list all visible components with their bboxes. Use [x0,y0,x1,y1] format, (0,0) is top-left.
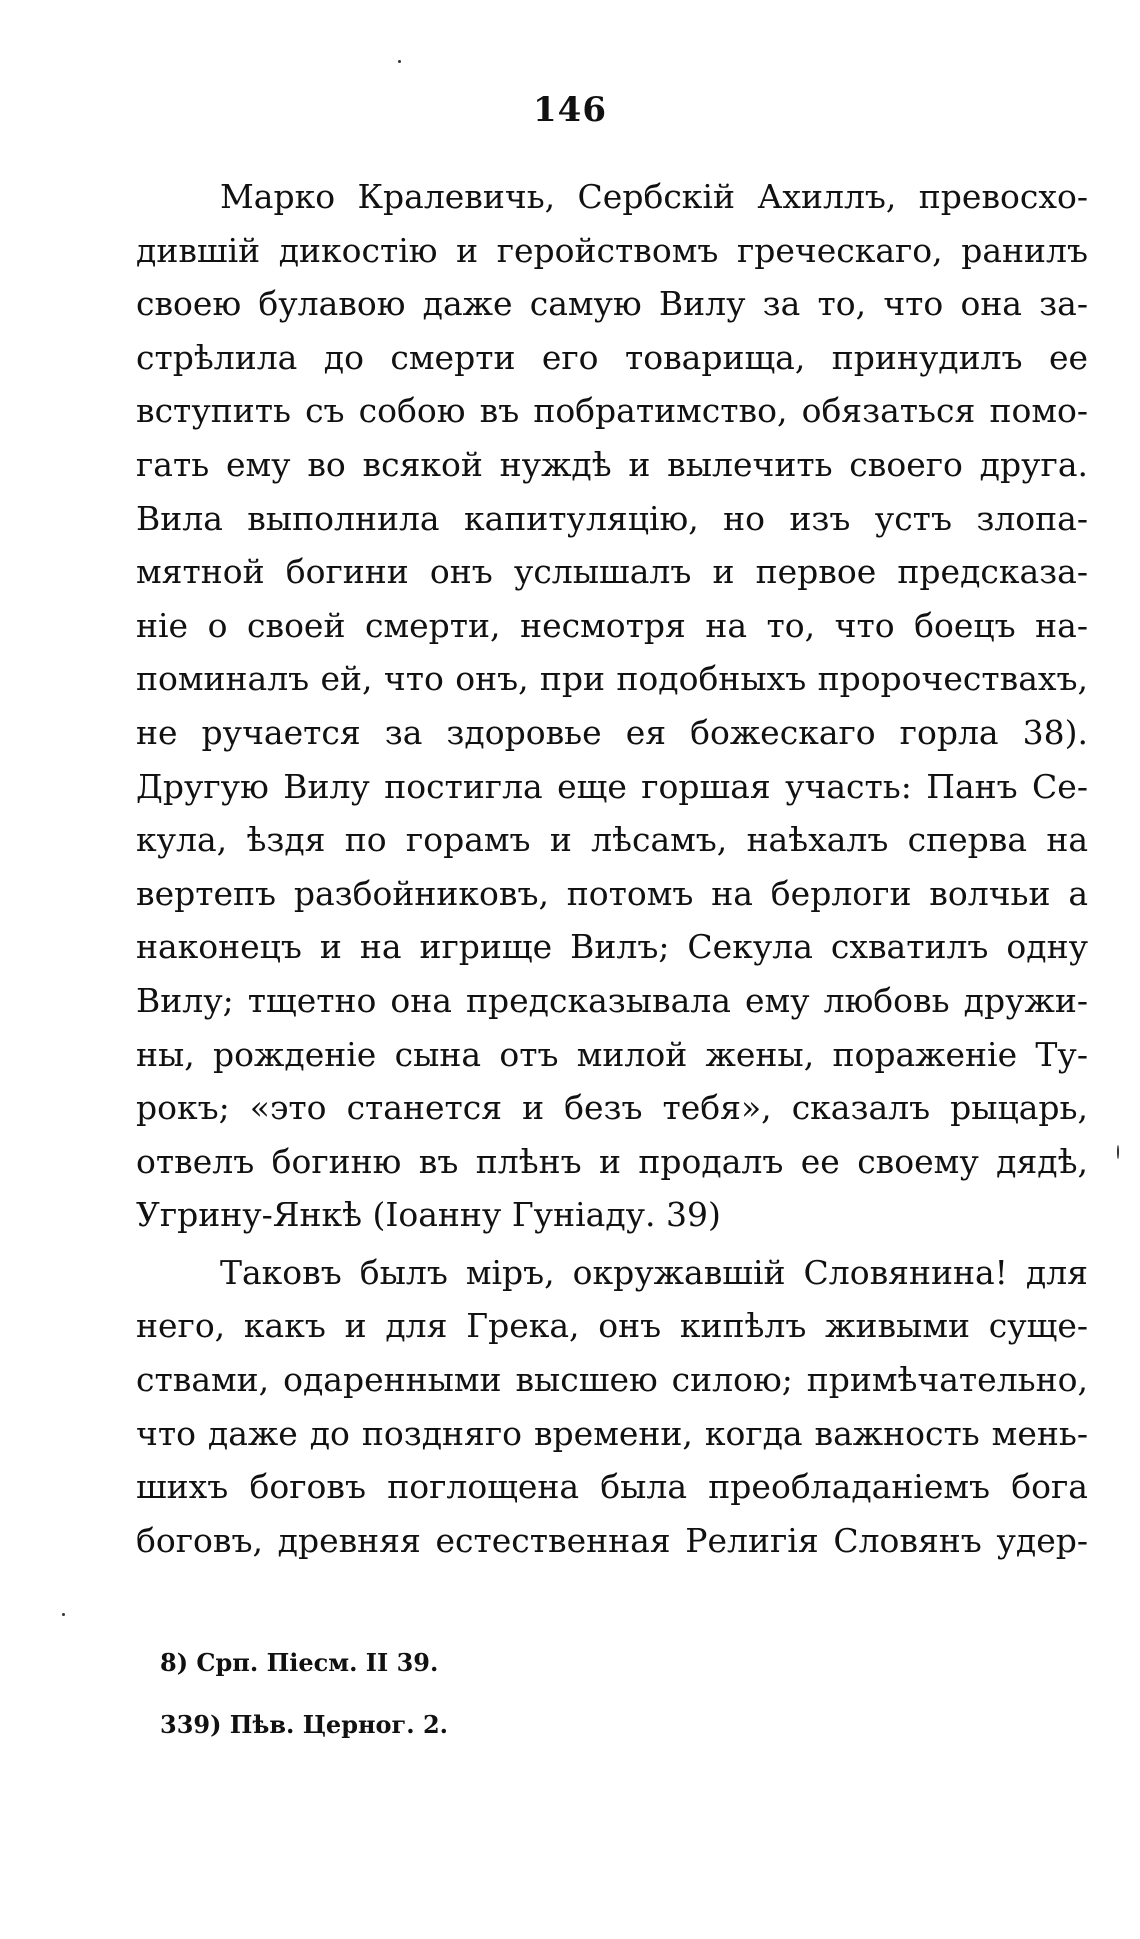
text-line: стрѣлила до смерти его товарища, принудилъ ее [136,337,1088,377]
text-line: отвелъ богиню въ плѣнъ и продалъ ее своему дядѣ, [136,1141,1088,1181]
text-line: Вила выполнила капитуляцію, но изъ устъ злопа- [136,498,1088,538]
print-speck [1117,1145,1119,1159]
text-line: ніе о своей смерти, несмотря на то, что боецъ на- [136,605,1088,645]
page-number: 146 [533,90,607,130]
text-line: вертепъ разбойниковъ, потомъ на берлоги волчьи а [136,873,1088,913]
text-line: него, какъ и для Грека, онъ кипѣлъ живыми суще- [136,1306,1088,1346]
text-line: ствами, одаренными высшею силою; примѣчательно, [136,1360,1088,1400]
body-text [136,170,1088,1567]
footnotes [160,1632,860,1756]
text-line: Другую Вилу постигла еще горшая участь: Панъ Се- [136,766,1088,806]
text-line: мятной богини онъ услышалъ и первое предсказа- [136,552,1088,592]
text-line: не ручается за здоровье ея божескаго горла 38). [136,712,1088,752]
text-line: Марко Кралевичь, Сербскій Ахиллъ, превосхо- [220,177,1088,216]
footnote: 8) Срп. Піесм. II 39. [160,1648,439,1677]
print-speck [398,60,401,63]
text-line: поминалъ ей, что онъ, при подобныхъ пророчествахъ, [136,659,1088,699]
paragraph-2 [136,1246,1088,1568]
text-line: рокъ; «это станется и безъ тебя», сказалъ рыцарь, [136,1088,1088,1128]
text-line: гать ему во всякой нуждѣ и вылечить своего друга. [136,444,1088,484]
print-speck [62,1613,65,1616]
text-line: наконецъ и на игрище Вилъ; Секула схватилъ одну [136,927,1088,967]
text-line: дившій дикостію и геройствомъ греческаго, ранилъ [136,230,1088,270]
text-line: боговъ, древняя естественная Религія Словянъ удер- [136,1520,1088,1560]
text-line: своею булавою даже самую Вилу за то, что она за- [136,284,1088,324]
text-line: Таковъ былъ міръ, окружавшій Словянина! для [220,1252,1088,1292]
text-line: кула, ѣздя по горамъ и лѣсамъ, наѣхалъ сперва на [136,820,1088,860]
text-line: ны, рожденіе сына отъ милой жены, пораженіе Ту- [136,1034,1088,1074]
paragraph-1 [136,170,1088,1242]
text-line: Вилу; тщетно она предсказывала ему любовь дружи- [136,980,1088,1020]
text-line: что даже до поздняго времени, когда важность мень- [136,1413,1088,1453]
footnote: 339) Пѣв. Церног. 2. [160,1710,449,1739]
text-line: вступить съ собою въ побратимство, обязаться помо- [136,391,1088,431]
text-line: Угрину-Янкѣ (Іоанну Гуніаду. 39) [136,1195,721,1235]
text-line: шихъ боговъ поглощена была преобладаніемъ бога [136,1467,1088,1507]
